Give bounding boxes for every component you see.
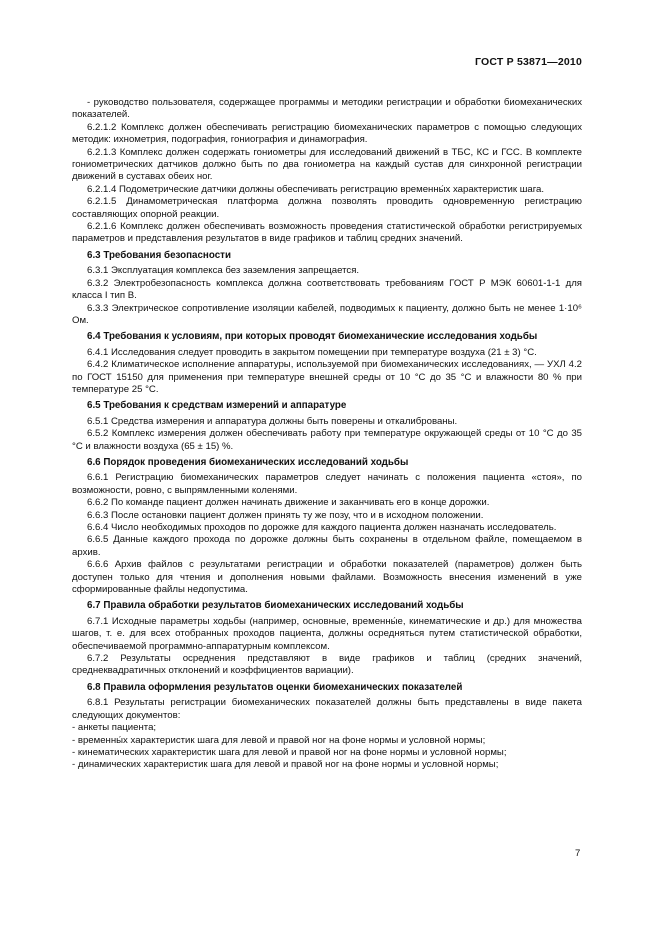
paragraph: 6.6.4 Число необходимых проходов по дорожке для каждого пациента должен назначать исследователь.: [87, 522, 557, 533]
paragraph: 6.2.1.2 Комплекс должен обеспечивать регистрацию биомеханических параметров с помощью следующих методик: ихнометрия, подография, гониография и динамография.: [72, 121, 582, 146]
section-heading-6-3: 6.3 Требования безопасности: [87, 249, 231, 261]
section-heading-6-4: 6.4 Требования к условиям, при которых проводят биомеханические исследования ходьбы: [87, 331, 538, 343]
list-item: - временны́х характеристик шага для левой и правой ног на фоне нормы и условной нормы;: [72, 734, 486, 746]
paragraph: 6.7.2 Результаты осреднения представляют в виде графиков и таблиц (средних значений, среднеквадратичных отклонений и коэффициентов вариации).: [72, 653, 582, 677]
section-heading-6-5: 6.5 Требования к средствам измерений и аппаратуре: [87, 400, 347, 412]
paragraph: 6.7.1 Исходные параметры ходьбы (например, основные, временны́е, кинематические и др.) для множества шагов, т. е. для всех отобранных проходов пациента, должны осредняться путем статистической обработки, обеспечиваемой программно-аппаратурным комплексом.: [72, 615, 582, 652]
section-heading-6-6: 6.6 Порядок проведения биомеханических исследований ходьбы: [87, 456, 409, 468]
paragraph: 6.6.2 По команде пациент должен начинать движение и заканчивать его в конце дорожки.: [87, 497, 490, 509]
paragraph: 6.6.5 Данные каждого прохода по дорожке должны быть сохранены в отдельном файле, помещаемом в архив.: [72, 534, 582, 558]
paragraph: 6.6.6 Архив файлов с результатами регистрации и обработки показателей (параметров) должен быть доступен только для чтения и дополнения новыми файлами. Возможность внесения изменений в уже сформированные файлы недопустима.: [72, 559, 582, 596]
list-item: - кинематических характеристик шага для левой и правой ног на фоне нормы и условной нормы;: [72, 746, 507, 758]
paragraph: 6.3.2 Электробезопасность комплекса должна соответствовать требованиям ГОСТ Р МЭК 60601-1-1 для класса I тип В.: [72, 277, 582, 302]
paragraph: - руководство пользователя, содержащее программы и методики регистрации и обработки биомеханических показателей.: [72, 97, 582, 121]
paragraph: 6.2.1.4 Подометрические датчики должны обеспечивать регистрацию временны́х характеристик шага.: [87, 183, 545, 195]
paragraph: 6.6.3 После остановки пациент должен принять ту же позу, что и в исходном положении.: [87, 509, 484, 521]
paragraph: 6.6.1 Регистрацию биомеханических параметров следует начинать с положения пациента «стоя», по возможности, ровно, с выпрямленными коленями.: [72, 472, 582, 496]
list-item: - динамических характеристик шага для левой и правой ног на фоне нормы и условной нормы;: [72, 759, 499, 771]
section-heading-6-7: 6.7 Правила обработки результатов биомеханических исследований ходьбы: [87, 600, 464, 612]
paragraph: 6.2.1.6 Комплекс должен обеспечивать возможность проведения статистической обработки регистрируемых параметров и представления результатов в виде графиков и таблиц средних значений.: [72, 221, 582, 245]
paragraph: 6.3.1 Эксплуатация комплекса без заземления запрещается.: [87, 265, 360, 277]
standard-number: ГОСТ Р 53871—2010: [474, 56, 582, 68]
paragraph: 6.5.2 Комплекс измерения должен обеспечивать работу при температуре окружающей среды от 10 °С до 35 °С и влажности воздуха (65 ± 15) %.: [72, 428, 582, 452]
section-heading-6-8: 6.8 Правила оформления результатов оценки биомеханических показателей: [87, 681, 463, 693]
paragraph: 6.4.2 Климатическое исполнение аппаратуры, используемой при биомеханических исследованиях, — УХЛ 4.2 по ГОСТ 15150 для применения при температуре внешней среды от 10 °С до 35 °С и влажности 80 % при температуре 25 °С.: [72, 359, 582, 395]
list-item: - анкеты пациента;: [72, 722, 157, 734]
page-number: 7: [575, 848, 581, 859]
paragraph: 6.2.1.3 Комплекс должен содержать гониометры для исследований движений в ТБС, КС и ГСС. В комплекте гониометрических датчиков должно быть по два гониометра на каждый сустав для синхронной регистрации движений в суставах обеих ног.: [72, 146, 582, 183]
paragraph: 6.4.1 Исследования следует проводить в закрытом помещении при температуре воздуха (21 ± 3) °С.: [87, 346, 537, 358]
paragraph: 6.2.1.5 Динамометрическая платформа должна позволять проводить одновременную регистрацию составляющих опорной реакции.: [72, 196, 582, 220]
paragraph: 6.8.1 Результаты регистрации биомеханических показателей должны быть представлены в виде пакета следующих документов:: [72, 697, 582, 721]
paragraph: 6.3.3 Электрическое сопротивление изоляции кабелей, подводимых к пациенту, должно быть не менее 1·10⁶ Ом.: [72, 302, 582, 326]
paragraph: 6.5.1 Средства измерения и аппаратура должны быть поверены и откалиброваны.: [87, 415, 458, 427]
document-body: [72, 97, 582, 772]
